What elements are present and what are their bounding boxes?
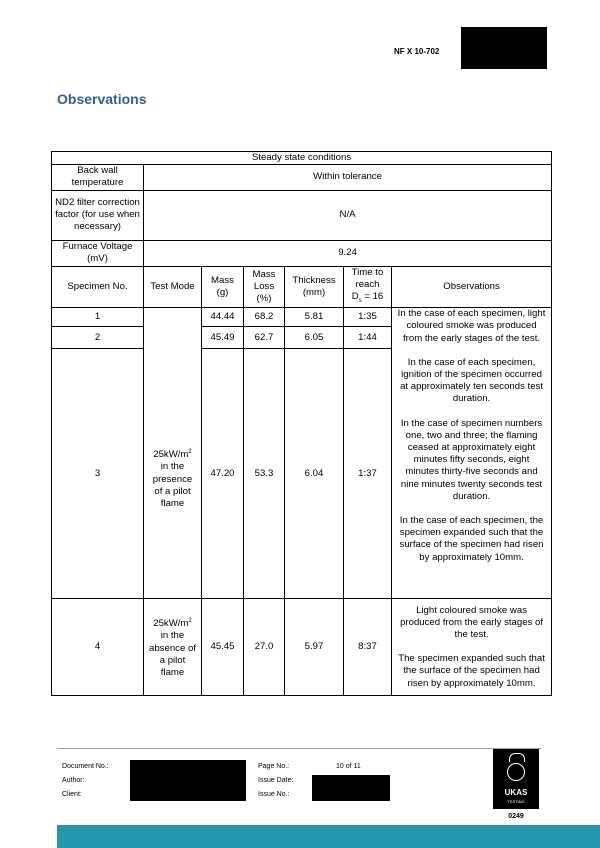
- thickness-value: 5.81: [285, 308, 344, 327]
- ds-value: = 16: [361, 291, 384, 303]
- specimen-no: 4: [52, 599, 144, 696]
- furnace-voltage-value: 9.24: [144, 240, 552, 266]
- thickness-value: 6.05: [285, 327, 344, 349]
- observations-table: [51, 151, 552, 696]
- observation-paragraph: In the case of specimen numbers one, two and three; the flaming ceased at approximately eight minutes fifty seconds, eight minutes thirty-five seconds and nine minutes twenty seconds test duration.: [400, 417, 543, 502]
- furnace-voltage-label: Furnace Voltage (mV): [52, 240, 144, 266]
- redacted-issue-details: [312, 775, 390, 801]
- specimen-no: 3: [52, 349, 144, 599]
- test-mode-value: 25kW/m: [153, 449, 189, 461]
- specimen-no: 2: [52, 327, 144, 349]
- col-header-specimen: Specimen No.: [52, 266, 144, 308]
- mass-value: 47.20: [202, 349, 244, 599]
- test-mode-absent: [144, 599, 202, 696]
- observations-group: [392, 308, 552, 599]
- test-mode-pilot: [144, 308, 202, 599]
- observation-paragraph: In the case of each specimen, the specimen expanded such that the surface of the specimen had risen by approximately 10mm.: [399, 514, 544, 563]
- col-header-time-to-reach: [344, 266, 392, 308]
- col-header-mass: Mass (g): [202, 266, 244, 308]
- table-row: [52, 308, 552, 327]
- time-value: 1:35: [344, 308, 392, 327]
- observation-paragraph: The specimen expanded such that the surface of the specimen had risen by approximately 10mm.: [398, 653, 545, 689]
- thickness-value: 6.04: [285, 349, 344, 599]
- ukas-logo: [493, 749, 539, 809]
- mass-value: 44.44: [202, 308, 244, 327]
- tick-icon: [507, 763, 525, 781]
- redacted-document-details: [130, 760, 246, 801]
- time-to-reach-label: Time to reach: [351, 266, 384, 290]
- redacted-logo-block: [461, 27, 547, 69]
- time-value: 1:37: [344, 349, 392, 599]
- ds-symbol: D: [351, 291, 359, 303]
- mass-loss-value: 68.2: [244, 308, 285, 327]
- issue-no-label: Issue No.:: [258, 791, 290, 798]
- nd2-filter-label: ND2 filter correction factor (for use when necessary): [52, 190, 144, 240]
- author-label: Author:: [62, 777, 85, 784]
- ukas-logo-subtext: TESTING: [507, 799, 525, 804]
- back-wall-value: Within tolerance: [144, 165, 552, 190]
- page-no-label: Page No.:: [258, 763, 290, 770]
- back-wall-label: Back wall temperature: [52, 165, 144, 190]
- test-mode-description: in the presence of a pilot flame: [152, 461, 193, 510]
- mass-loss-value: 53.3: [244, 349, 285, 599]
- mass-loss-value: 27.0: [244, 599, 285, 696]
- mass-value: 45.45: [202, 599, 244, 696]
- footer-divider: [57, 748, 541, 749]
- time-value: 8:37: [344, 599, 392, 696]
- mass-loss-value: 62.7: [244, 327, 285, 349]
- crown-icon: [509, 753, 525, 762]
- col-header-thickness: Thickness (mm): [285, 266, 344, 308]
- observation-paragraph: Light coloured smoke was produced from the early stages of the test.: [400, 604, 543, 640]
- section-title: Observations: [57, 91, 147, 107]
- footer-color-bar: [57, 825, 600, 848]
- observation-paragraph: In the case of each specimen, ignition of the specimen occurred at approximately ten seconds test duration.: [400, 356, 543, 405]
- document-no-label: Document No.:: [62, 763, 109, 770]
- ukas-accreditation-number: 0249: [508, 813, 524, 820]
- mass-value: 45.49: [202, 327, 244, 349]
- page-no-value: 10 of 11: [336, 763, 361, 770]
- ukas-logo-text: UKAS: [504, 788, 528, 797]
- test-mode-superscript: 2: [188, 618, 192, 625]
- issue-date-label: Issue Date:: [258, 777, 294, 784]
- steady-state-header: Steady state conditions: [52, 152, 552, 165]
- observation-paragraph: In the case of each specimen, light coloured smoke was produced from the early stages of the test.: [397, 308, 546, 344]
- ds-subscript: s: [358, 297, 362, 304]
- col-header-test-mode: Test Mode: [144, 266, 202, 308]
- test-mode-superscript: 2: [188, 449, 192, 456]
- test-mode-description: in the absence of a pilot flame: [149, 630, 196, 679]
- test-mode-value: 25kW/m: [153, 618, 189, 630]
- col-header-mass-loss: Mass Loss (%): [244, 266, 285, 308]
- table-row: [52, 599, 552, 696]
- standard-reference: NF X 10-702: [394, 47, 440, 56]
- client-label: Client:: [62, 791, 82, 798]
- time-value: 1:44: [344, 327, 392, 349]
- col-header-observations: Observations: [392, 266, 552, 308]
- specimen-no: 1: [52, 308, 144, 327]
- observations-specimen-4: [392, 599, 552, 696]
- thickness-value: 5.97: [285, 599, 344, 696]
- nd2-filter-value: N/A: [144, 190, 552, 240]
